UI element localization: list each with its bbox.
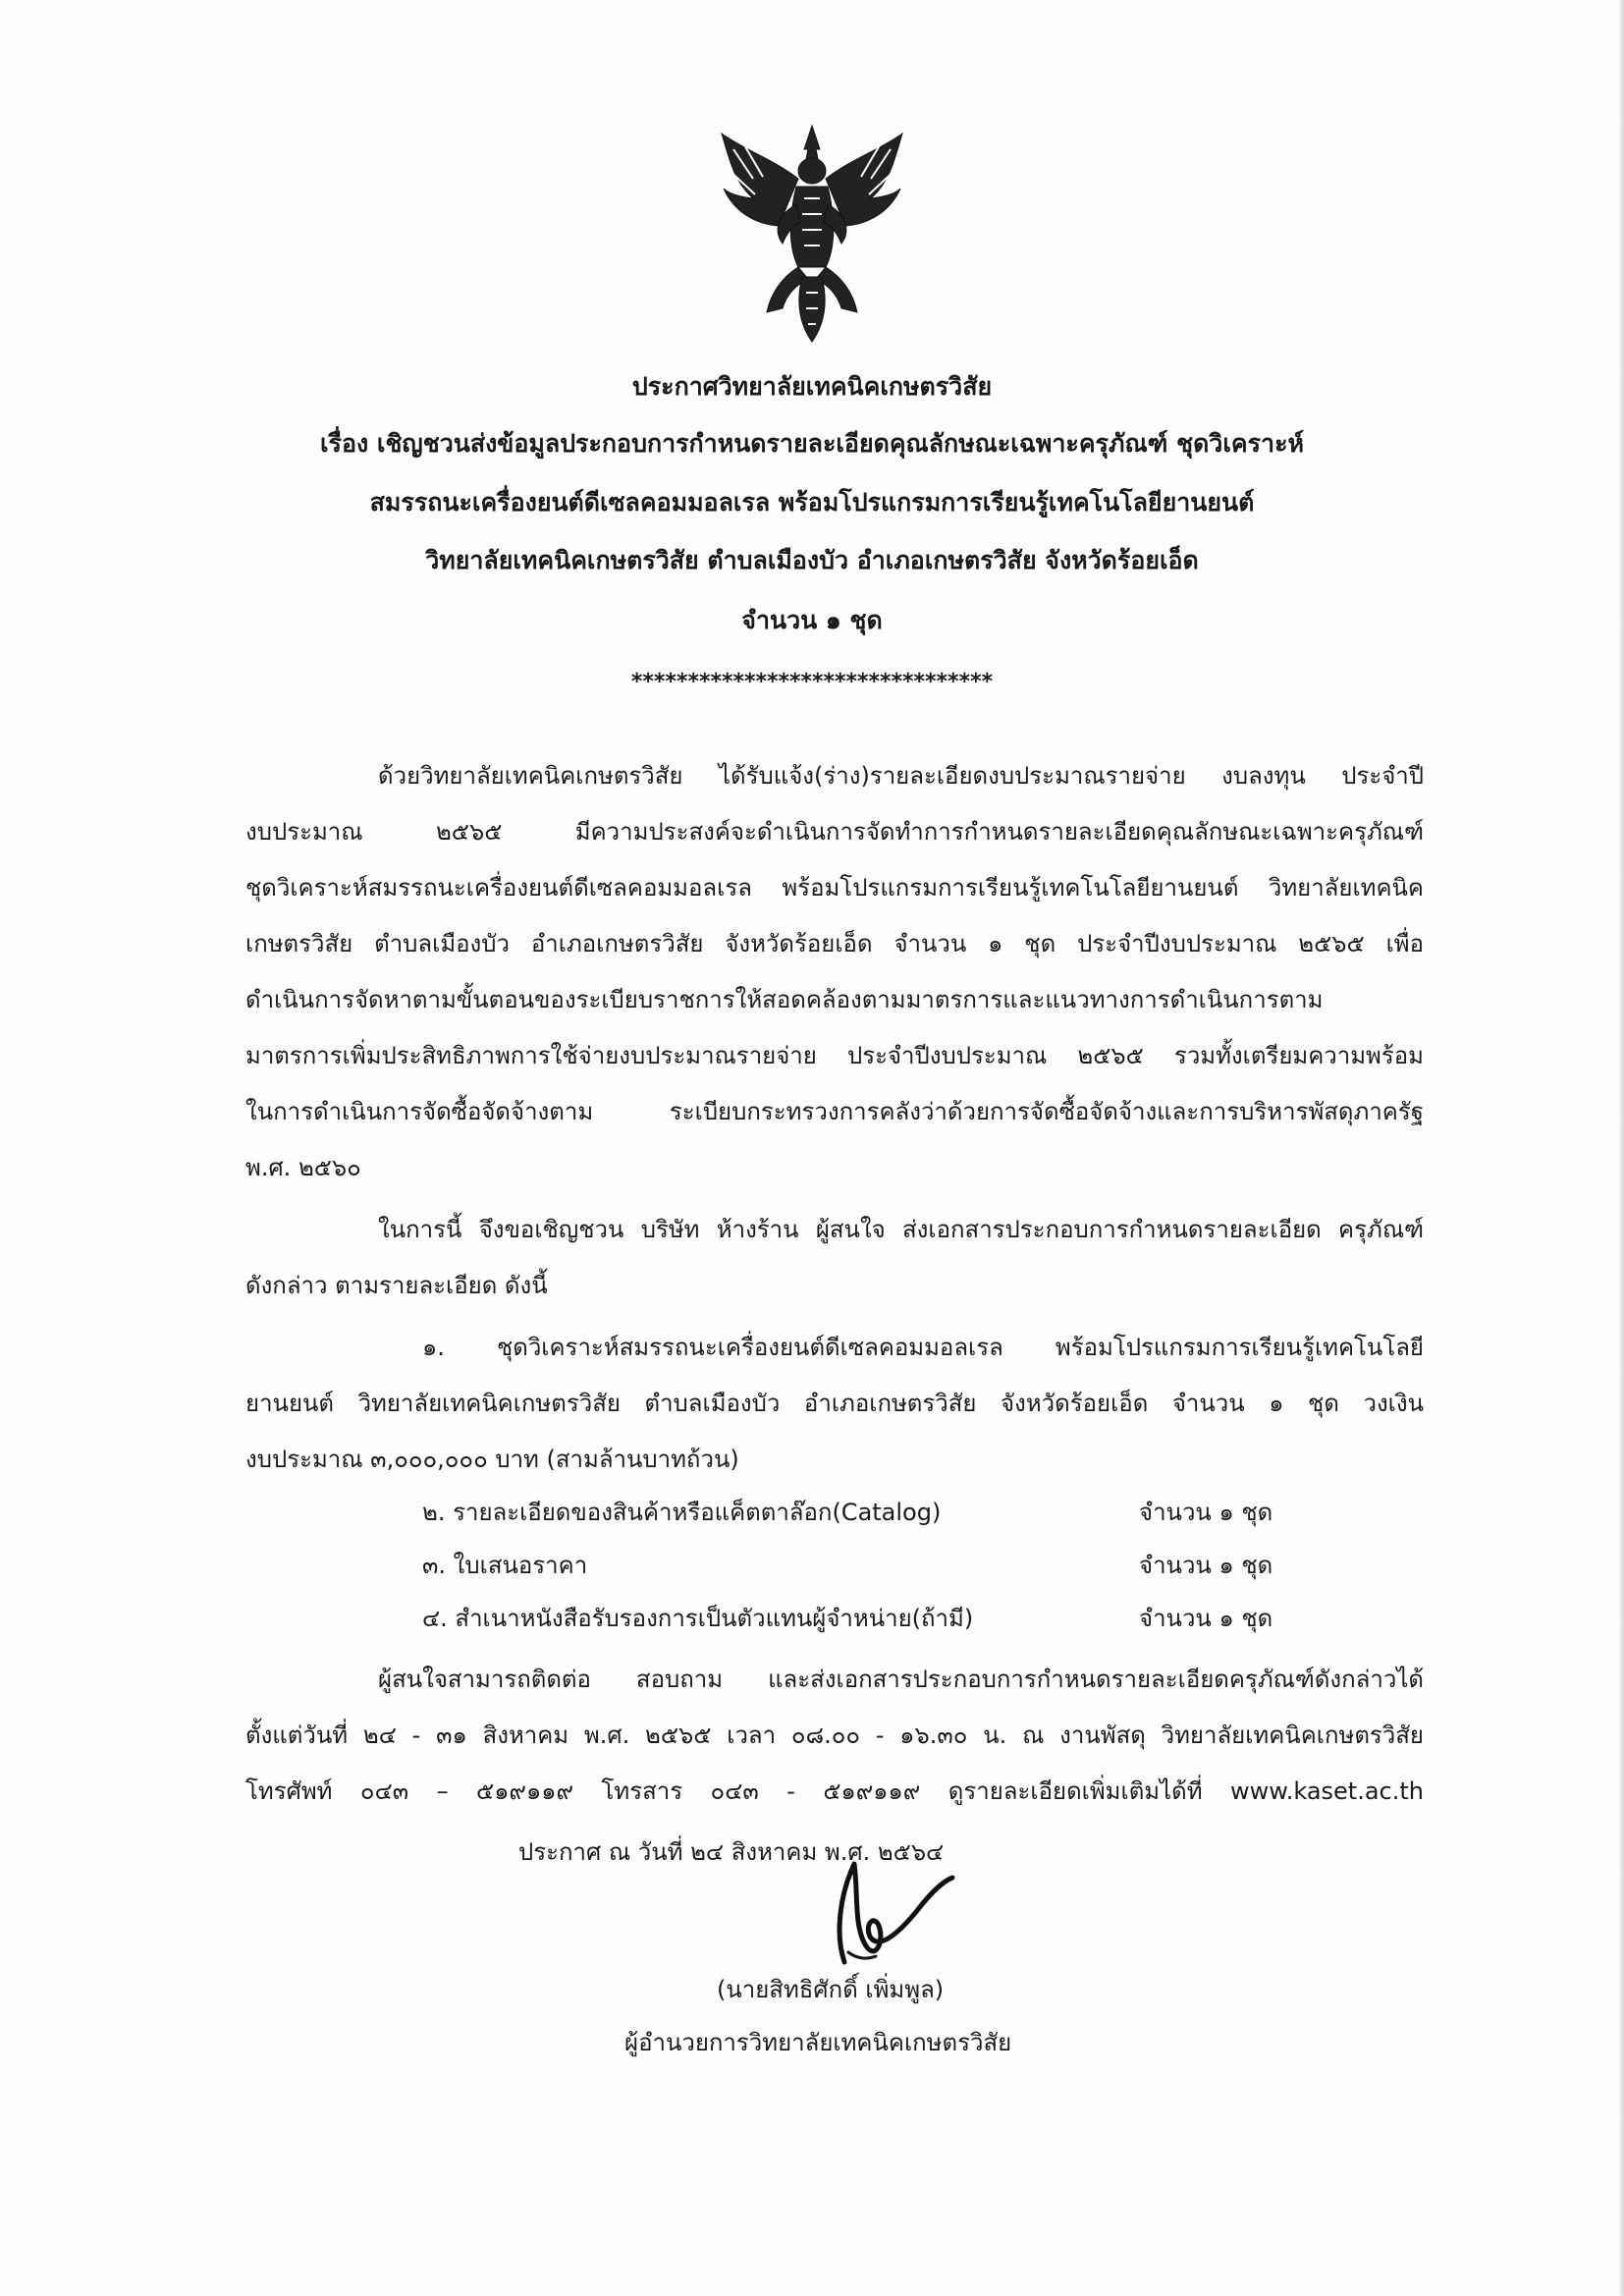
signer-title: ผู้อำนวยการวิทยาลัยเทคนิคเกษตรวิสัย: [624, 2029, 1012, 2056]
list-item-1-line: ยานยนต์ วิทยาลัยเทคนิคเกษตรวิสัย ตำบลเมืองบัว อำเภอเกษตรวิสัย จังหวัดร้อยเอ็ด จำนวน ๑ ชุด วงเงิน: [245, 1390, 1424, 1417]
signer-name: (นายสิทธิศักดิ์ เพิ่มพูล): [717, 1976, 945, 2003]
paragraph-1-line: เกษตรวิสัย ตำบลเมืองบัว อำเภอเกษตรวิสัย จังหวัดร้อยเอ็ด จำนวน ๑ ชุด ประจำปีงบประมาณ ๒๕๖๕ เพื่อ: [245, 930, 1424, 957]
paragraph-3-line: ตั้งแต่วันที่ ๒๔ - ๓๑ สิงหาคม พ.ศ. ๒๕๖๕ เวลา ๐๘.๐๐ - ๑๖.๓๐ น. ณ งานพัสดุ วิทยาลัยเทคนิคเกษตรวิสัย: [245, 1722, 1424, 1749]
divider-stars: ********************************: [630, 670, 994, 694]
paragraph-1-line: มาตรการเพิ่มประสิทธิภาพการใช้จ่ายงบประมาณรายจ่าย ประจำปีงบประมาณ ๒๕๖๕ รวมทั้งเตรียมความพร้อม: [245, 1042, 1424, 1069]
list-item-label: ๓. ใบเสนอราคา: [422, 1552, 588, 1579]
paragraph-1-line: พ.ศ. ๒๕๖๐: [245, 1154, 361, 1181]
scan-edge-shadow: [1618, 0, 1624, 2296]
list-item-label: ๒. รายละเอียดของสินค้าหรือแค็ตตาล๊อก(Catalog): [422, 1499, 942, 1526]
list-item-qty: จำนวน ๑ ชุด: [1139, 1552, 1273, 1579]
paragraph-1-line: งบประมาณ ๒๕๖๕ มีความประสงค์จะดำเนินการจัดทำการกำหนดรายละเอียดคุณลักษณะเฉพาะครุภัณฑ์: [245, 818, 1424, 846]
paragraph-1-line: ด้วยวิทยาลัยเทคนิคเกษตรวิสัย ได้รับแจ้ง(ร่าง)รายละเอียดงบประมาณรายจ่าย งบลงทุน ประจำปี: [378, 762, 1424, 790]
subject-quantity: จำนวน ๑ ชุด: [741, 606, 883, 634]
paragraph-3-line: ผู้สนใจสามารถติดต่อ สอบถาม และส่งเอกสารประกอบการกำหนดรายละเอียดครุภัณฑ์ดังกล่าวได้: [378, 1666, 1424, 1693]
paragraph-1-line: ดำเนินการจัดหาตามขั้นตอนของระเบียบราชการให้สอดคล้องตามมาตรการและแนวทางการดำเนินการตาม: [245, 986, 1324, 1013]
subject-line-1: เรื่อง เชิญชวนส่งข้อมูลประกอบการกำหนดรายละเอียดคุณลักษณะเฉพาะครุภัณฑ์ ชุดวิเคราะห์: [320, 429, 1304, 458]
list-item-1-line: งบประมาณ ๓,๐๐๐,๐๐๐ บาท (สามล้านบาทถ้วน): [245, 1446, 739, 1473]
paragraph-3-line: โทรศัพท์ ๐๔๓ – ๕๑๙๑๑๙ โทรสาร ๐๔๓ - ๕๑๙๑๑๙ ดูรายละเอียดเพิ่มเติมได้ที่ www.kaset.ac.th: [245, 1777, 1424, 1805]
list-item-label: ๔. สำเนาหนังสือรับรองการเป็นตัวแทนผู้จำหน่าย(ถ้ามี): [422, 1605, 974, 1632]
paragraph-1-line: ชุดวิเคราะห์สมรรถนะเครื่องยนต์ดีเซลคอมมอลเรล พร้อมโปรแกรมการเรียนรู้เทคโนโลยียานยนต์ วิทยาลัยเทคนิค: [245, 874, 1424, 902]
paragraph-1-line: ในการดำเนินการจัดซื้อจัดจ้างตาม ระเบียบกระทรวงการคลังว่าด้วยการจัดซื้อจัดจ้างและการบริหารพัสดุภาครัฐ: [245, 1098, 1424, 1125]
paragraph-2-line: ในการนี้ จึงขอเชิญชวน บริษัท ห้างร้าน ผู้สนใจ ส่งเอกสารประกอบการกำหนดรายละเอียด ครุภัณฑ์: [378, 1216, 1424, 1243]
list-item-1-line: ๑. ชุดวิเคราะห์สมรรถนะเครื่องยนต์ดีเซลคอมมอลเรล พร้อมโปรแกรมการเรียนรู้เทคโนโลยี: [422, 1334, 1424, 1361]
list-item-qty: จำนวน ๑ ชุด: [1139, 1605, 1273, 1632]
subject-line-3: วิทยาลัยเทคนิคเกษตรวิสัย ตำบลเมืองบัว อำเภอเกษตรวิสัย จังหวัดร้อยเอ็ด: [425, 546, 1199, 574]
announcement-title: ประกาศวิทยาลัยเทคนิคเกษตรวิสัย: [631, 372, 993, 401]
list-item-qty: จำนวน ๑ ชุด: [1139, 1499, 1273, 1526]
signature-icon: [805, 1834, 962, 1982]
garuda-emblem-icon: [714, 120, 910, 346]
subject-line-2: สมรรถนะเครื่องยนต์ดีเซลคอมมอลเรล พร้อมโปรแกรมการเรียนรู้เทคโนโลยียานยนต์: [369, 488, 1255, 517]
paragraph-2-line: ดังกล่าว ตามรายละเอียด ดังนี้: [245, 1272, 548, 1299]
announce-date: ประกาศ ณ วันที่ ๒๔ สิงหาคม พ.ศ. ๒๕๖๔: [518, 1838, 945, 1866]
